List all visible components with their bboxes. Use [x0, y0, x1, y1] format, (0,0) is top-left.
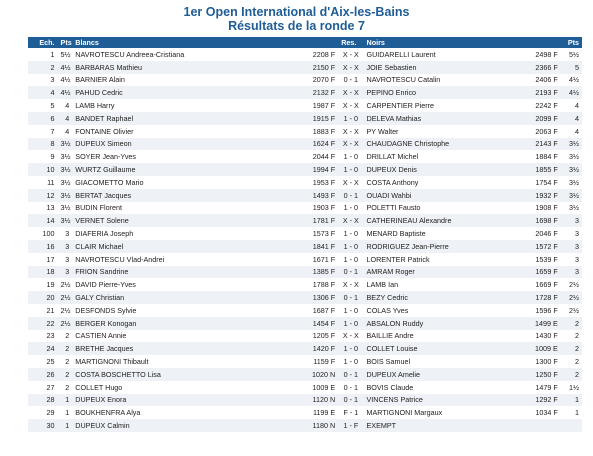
- black-points: 2: [575, 357, 579, 367]
- result: 0 - 1: [343, 75, 359, 85]
- white-points: 4: [65, 113, 70, 123]
- board-number: 22: [46, 318, 55, 328]
- white-points: 4: [65, 101, 70, 111]
- white-points: 3: [65, 254, 70, 264]
- black-player: GUIDARELLI Laurent: [366, 49, 436, 59]
- black-rating: 2498 F: [535, 49, 558, 59]
- white-rating: 1994 F: [312, 165, 336, 175]
- result: X - X: [342, 49, 359, 59]
- table-row: [28, 138, 582, 151]
- result: 1 - 0: [343, 254, 359, 264]
- white-player: DESFONDS Sylvie: [75, 305, 137, 315]
- white-points: 1: [65, 408, 70, 418]
- black-rating: 1009 E: [535, 344, 558, 354]
- white-player: BERGER Konogan: [75, 318, 137, 328]
- board-number: 100: [42, 229, 55, 239]
- black-points: 3½: [569, 177, 579, 187]
- result: 0 - 1: [343, 395, 359, 405]
- black-rating: 1908 F: [535, 203, 558, 213]
- black-points: 5: [575, 62, 579, 72]
- black-points: 3: [575, 267, 579, 277]
- table-row: [28, 227, 582, 240]
- black-rating: [506, 419, 561, 432]
- white-rating: 2132 F: [312, 88, 336, 98]
- white-rating: 1454 F: [312, 318, 336, 328]
- black-player: JOIE Sebastien: [366, 62, 417, 72]
- white-points: 3: [65, 241, 70, 251]
- white-player: COLLET Hugo: [75, 382, 123, 392]
- black-rating: 1754 F: [535, 177, 558, 187]
- black-player: BOIS Samuel: [366, 357, 411, 367]
- black-rating: 2242 F: [535, 101, 558, 111]
- black-player: CHAUDAGNE Christophe: [366, 139, 450, 149]
- white-player: DAVID Pierre-Yves: [75, 280, 136, 290]
- white-points: 3½: [60, 190, 71, 200]
- board-number: 4: [50, 88, 55, 98]
- black-player: AMRAM Roger: [366, 267, 415, 277]
- white-rating: 1573 F: [312, 229, 336, 239]
- result: 1 - 0: [343, 203, 359, 213]
- white-points: 3½: [60, 152, 71, 162]
- header-white-elo: [281, 37, 338, 48]
- black-rating: 1034 F: [535, 408, 558, 418]
- black-rating: 2046 F: [535, 229, 558, 239]
- white-rating: 2070 F: [312, 75, 336, 85]
- result: 1 - 0: [343, 113, 359, 123]
- white-points: 4½: [60, 62, 71, 72]
- black-player: RODRIGUEZ Jean-Pierre: [366, 241, 449, 251]
- black-player: PY Walter: [366, 126, 399, 136]
- board-number: 28: [46, 395, 55, 405]
- white-player: BERTAT Jacques: [75, 190, 132, 200]
- white-player: WURTZ Guillaume: [75, 165, 136, 175]
- white-player: CLAIR Michael: [75, 241, 124, 251]
- white-rating: 2044 F: [312, 152, 336, 162]
- board-number: 2: [50, 62, 55, 72]
- black-player: BOVIS Claude: [366, 382, 414, 392]
- board-number: 26: [46, 369, 55, 379]
- black-player: DUPEUX Denis: [366, 165, 417, 175]
- table-row: [28, 125, 582, 138]
- table-row: [28, 189, 582, 202]
- board-number: 27: [46, 382, 55, 392]
- header-pts2: Pts: [567, 38, 579, 47]
- white-points: 3½: [60, 139, 71, 149]
- result: 1 - 0: [343, 165, 359, 175]
- result: X - X: [342, 101, 359, 111]
- result: 1 - 0: [343, 305, 359, 315]
- white-player: FRION Sandrine: [75, 267, 129, 277]
- black-player: DELEVA Mathias: [366, 113, 422, 123]
- table-row: [28, 291, 582, 304]
- black-player: MENARD Baptiste: [366, 229, 426, 239]
- white-player: NAVROTESCU Vlad-Andrei: [75, 254, 165, 264]
- white-rating: 1199 E: [312, 408, 336, 418]
- result: 0 - 1: [343, 293, 359, 303]
- round-title: Résultats de la ronde 7: [228, 19, 365, 33]
- white-points: 2½: [60, 305, 71, 315]
- table-row: [28, 253, 582, 266]
- black-points: 1: [575, 395, 579, 405]
- table-row: [28, 394, 582, 407]
- white-rating: 1180 N: [312, 421, 336, 430]
- table-row: [28, 176, 582, 189]
- white-player: BARNIER Alain: [75, 75, 125, 85]
- black-player: CATHERINEAU Alexandre: [366, 216, 452, 226]
- black-points: 3½: [569, 190, 579, 200]
- black-player: POLETTI Fausto: [366, 203, 421, 213]
- header-black-elo: [506, 37, 561, 48]
- white-player: FONTAINE Olivier: [75, 126, 134, 136]
- black-player: COLLET Louise: [366, 344, 418, 354]
- white-rating: 1120 N: [312, 395, 336, 405]
- black-player: DUPEUX Amelie: [366, 369, 421, 379]
- white-rating: 1788 F: [312, 280, 336, 290]
- results-table: [28, 37, 582, 432]
- black-points: 2: [575, 318, 579, 328]
- black-points: 2: [575, 331, 579, 341]
- white-player: SOYER Jean-Yves: [75, 152, 137, 162]
- board-number: 11: [47, 177, 55, 187]
- board-number: 12: [46, 190, 55, 200]
- black-points: 2: [575, 344, 579, 354]
- white-points: 2: [65, 369, 70, 379]
- white-points: 2½: [60, 318, 71, 328]
- board-number: 25: [46, 357, 55, 367]
- white-points: 1: [65, 421, 70, 430]
- black-rating: 2366 F: [535, 62, 558, 72]
- board-number: 3: [50, 75, 55, 85]
- board-number: 24: [46, 344, 55, 354]
- white-player: BANDET Raphael: [75, 113, 134, 123]
- white-points: 3½: [60, 203, 71, 213]
- result: 1 - F: [343, 421, 359, 430]
- header-pts: Pts: [60, 38, 72, 47]
- white-points: 4½: [60, 75, 71, 85]
- board-number: 30: [46, 421, 55, 430]
- black-rating: 2063 F: [535, 126, 558, 136]
- table-row: [28, 48, 582, 61]
- black-rating: 1884 F: [535, 152, 558, 162]
- white-player: GALY Christian: [75, 293, 125, 303]
- white-player: BARBARAS Mathieu: [75, 62, 143, 72]
- white-points: 3: [65, 229, 70, 239]
- black-points: 3: [575, 254, 579, 264]
- black-rating: 1932 F: [535, 190, 558, 200]
- white-rating: 1624 F: [312, 139, 336, 149]
- black-rating: 2099 F: [535, 113, 558, 123]
- white-player: GIACOMETTO Mario: [75, 177, 144, 187]
- black-points: 3: [575, 216, 579, 226]
- result: F - 1: [343, 408, 359, 418]
- white-rating: 1953 F: [312, 177, 336, 187]
- black-player: CARPENTIER Pierre: [366, 101, 434, 111]
- board-number: 20: [46, 293, 55, 303]
- table-row: [28, 330, 582, 343]
- black-rating: 1250 F: [535, 369, 558, 379]
- black-rating: 2193 F: [535, 88, 558, 98]
- header-res: Res.: [341, 38, 357, 47]
- white-rating: 1883 F: [312, 126, 336, 136]
- table-row: [28, 304, 582, 317]
- black-rating: 1430 F: [535, 331, 558, 341]
- black-points: 2: [575, 369, 579, 379]
- white-player: BOUKHENFRA Alya: [75, 408, 141, 418]
- result: 0 - 1: [343, 267, 359, 277]
- board-number: 5: [50, 101, 55, 111]
- result: 1 - 0: [343, 241, 359, 251]
- table-row: [28, 150, 582, 163]
- black-player: LORENTER Patrick: [366, 254, 430, 264]
- black-points: [561, 419, 582, 432]
- black-player: MARTIGNONI Margaux: [366, 408, 443, 418]
- black-points: 5½: [569, 49, 579, 59]
- white-points: 2½: [60, 280, 71, 290]
- white-points: 3½: [60, 165, 71, 175]
- results-body: [28, 48, 582, 432]
- result: X - X: [342, 126, 359, 136]
- white-player: DUPEUX Enora: [75, 395, 127, 405]
- table-row: [28, 342, 582, 355]
- table-row: [28, 406, 582, 419]
- white-points: 2: [65, 331, 70, 341]
- board-number: 6: [50, 113, 55, 123]
- black-player: ABSALON Ruddy: [366, 318, 424, 328]
- black-points: 3½: [569, 152, 579, 162]
- result: 1 - 0: [343, 357, 359, 367]
- black-points: 4½: [569, 88, 579, 98]
- black-points: 4½: [569, 75, 579, 85]
- board-number: 9: [50, 152, 55, 162]
- header-white: Blancs: [75, 38, 99, 47]
- result: 1 - 0: [343, 152, 359, 162]
- board-number: 23: [46, 331, 55, 341]
- white-rating: 2208 F: [312, 49, 336, 59]
- result: 1 - 0: [343, 344, 359, 354]
- black-player: EXEMPT: [366, 421, 397, 430]
- white-player: DUPEUX Calmin: [75, 421, 130, 430]
- table-row: [28, 381, 582, 394]
- white-rating: 1306 F: [312, 293, 336, 303]
- result: X - X: [342, 331, 359, 341]
- header-black: Noirs: [366, 38, 385, 47]
- white-player: BRETHE Jacques: [75, 344, 134, 354]
- board-number: 17: [46, 254, 55, 264]
- black-points: 3: [575, 229, 579, 239]
- table-row: [28, 112, 582, 125]
- black-rating: 1300 F: [535, 357, 558, 367]
- result: 1 - 0: [343, 229, 359, 239]
- black-points: 2½: [569, 280, 579, 290]
- black-points: 4: [575, 126, 579, 136]
- white-points: 2: [65, 344, 70, 354]
- result: 1 - 0: [343, 318, 359, 328]
- black-player: BEZY Cedric: [366, 293, 408, 303]
- table-row: [28, 266, 582, 279]
- black-rating: 1479 F: [535, 382, 558, 392]
- result: X - X: [342, 88, 359, 98]
- white-rating: 1493 F: [312, 190, 336, 200]
- black-rating: 1698 F: [535, 216, 558, 226]
- white-player: DUPEUX Simeon: [75, 139, 132, 149]
- table-row: [28, 355, 582, 368]
- white-points: 2: [65, 357, 70, 367]
- white-rating: 1020 N: [312, 369, 336, 379]
- black-points: 4: [575, 101, 579, 111]
- board-number: 1: [50, 49, 55, 59]
- black-player: PEPINO Enrico: [366, 88, 417, 98]
- white-player: VERNET Solene: [75, 216, 129, 226]
- black-rating: 1292 F: [535, 395, 558, 405]
- table-row: [28, 278, 582, 291]
- white-rating: 1671 F: [312, 254, 336, 264]
- white-rating: 1915 F: [312, 113, 336, 123]
- white-points: 2½: [60, 293, 71, 303]
- black-points: 3: [575, 241, 579, 251]
- table-row: [28, 163, 582, 176]
- black-rating: 1596 F: [535, 305, 558, 315]
- white-rating: 1841 F: [312, 241, 336, 251]
- board-number: 16: [46, 241, 55, 251]
- white-points: 4½: [60, 88, 71, 98]
- white-rating: 1159 F: [313, 357, 336, 367]
- result: X - X: [342, 280, 359, 290]
- board-number: 21: [46, 305, 55, 315]
- white-player: COSTA BOSCHETTO Lisa: [75, 369, 161, 379]
- white-player: DIAFERIA Joseph: [75, 229, 134, 239]
- black-points: 3½: [569, 165, 579, 175]
- black-player: VINCENS Patrice: [366, 395, 423, 405]
- white-rating: 1009 E: [312, 382, 336, 392]
- result: 0 - 1: [343, 369, 359, 379]
- black-points: 2½: [569, 305, 579, 315]
- board-number: 29: [46, 408, 55, 418]
- white-player: PAHUD Cedric: [75, 88, 123, 98]
- result: X - X: [342, 216, 359, 226]
- black-player: BAILLIE Andre: [366, 331, 414, 341]
- black-points: 1: [575, 408, 579, 418]
- white-player: MARTIGNONI Thibault: [75, 357, 149, 367]
- white-rating: 1385 F: [312, 267, 336, 277]
- table-row: [28, 99, 582, 112]
- result: X - X: [342, 62, 359, 72]
- black-rating: 1855 F: [535, 165, 558, 175]
- result: X - X: [342, 177, 359, 187]
- white-points: 2: [65, 382, 70, 392]
- header-ech: Ech.: [39, 38, 55, 47]
- white-points: 1: [65, 395, 70, 405]
- white-rating: 1205 F: [312, 331, 336, 341]
- white-points: 3½: [60, 216, 71, 226]
- black-points: 3½: [569, 139, 579, 149]
- black-rating: 2406 F: [535, 75, 558, 85]
- results-table-container: [28, 37, 582, 432]
- white-player: NAVROTESCU Andreea-Cristiana: [75, 49, 185, 59]
- black-player: COLAS Yves: [366, 305, 409, 315]
- board-number: 7: [50, 126, 55, 136]
- tournament-title: 1er Open International d'Aix-les-Bains: [183, 5, 410, 19]
- result: 0 - 1: [343, 382, 359, 392]
- white-rating: 1781 F: [312, 216, 336, 226]
- table-row: [28, 214, 582, 227]
- white-player: BUDIN Florent: [75, 203, 123, 213]
- table-row: [28, 202, 582, 215]
- black-player: DRILLAT Michel: [366, 152, 419, 162]
- table-row: [28, 61, 582, 74]
- black-rating: 1539 F: [535, 254, 558, 264]
- black-player: NAVROTESCU Catalin: [366, 75, 441, 85]
- black-points: 2½: [569, 293, 579, 303]
- table-row: [28, 419, 582, 432]
- board-number: 19: [46, 280, 55, 290]
- table-row: [28, 317, 582, 330]
- black-player: OUADI Wahbi: [366, 190, 412, 200]
- white-points: 3½: [60, 177, 71, 187]
- white-player: CASTIEN Annie: [75, 331, 127, 341]
- white-points: 5½: [60, 49, 71, 59]
- black-points: 3½: [569, 203, 579, 213]
- white-rating: 1903 F: [312, 203, 336, 213]
- black-rating: 2143 F: [535, 139, 558, 149]
- table-row: [28, 74, 582, 87]
- table-row: [28, 86, 582, 99]
- table-header-row: [28, 37, 582, 48]
- white-rating: 1687 F: [312, 305, 336, 315]
- table-row: [28, 368, 582, 381]
- black-points: 4: [575, 113, 579, 123]
- black-player: LAMB Ian: [366, 280, 399, 290]
- result: 0 - 1: [343, 190, 359, 200]
- white-points: 3: [65, 267, 70, 277]
- white-rating: 1987 F: [312, 101, 336, 111]
- white-rating: 1420 F: [312, 344, 336, 354]
- white-points: 4: [65, 126, 70, 136]
- white-rating: 2150 F: [312, 62, 336, 72]
- black-rating: 1572 F: [535, 241, 558, 251]
- board-number: 14: [46, 216, 55, 226]
- black-rating: 1728 F: [535, 293, 558, 303]
- board-number: 13: [46, 203, 55, 213]
- black-rating: 1499 E: [535, 318, 558, 328]
- board-number: 8: [50, 139, 55, 149]
- board-number: 18: [46, 267, 55, 277]
- black-points: 1½: [569, 382, 579, 392]
- result: X - X: [342, 139, 359, 149]
- table-row: [28, 240, 582, 253]
- black-player: COSTA Anthony: [366, 177, 419, 187]
- board-number: 10: [46, 165, 55, 175]
- black-rating: 1659 F: [535, 267, 558, 277]
- white-player: LAMB Harry: [75, 101, 115, 111]
- black-rating: 1669 F: [535, 280, 558, 290]
